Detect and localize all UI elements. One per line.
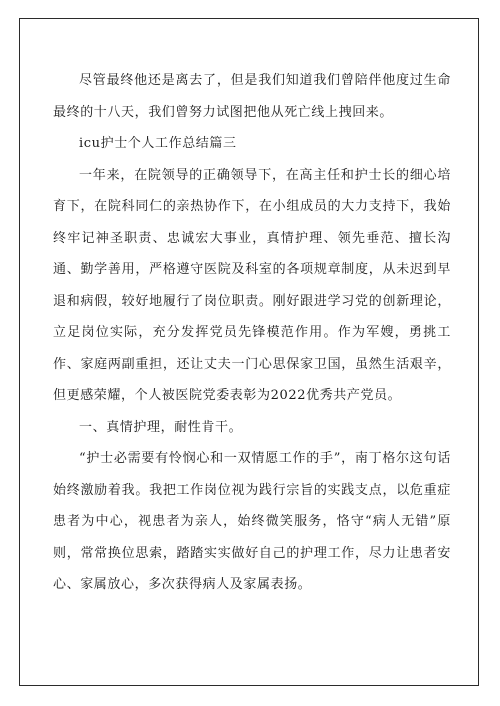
subheading-sincere-care: 一、真情护理，耐性肯干。: [79, 419, 243, 435]
paragraph-nightingale-quote: “护士必需要有怜悯心和一双情愿工作的手”，南丁格尔这句话始终激励着我。我把工作岗位视为践行宗旨的实践支点，以危重症患者为中心，视患者为亲人，始终微笑服务，恪守“病人无错”原则，常常换位思索，踏踏实实做好自己的护理工作，尽力让患者安心、家属放心，多次获得病人及家属表扬。: [53, 451, 451, 592]
paragraph-closing-story: 尽管最终他还是离去了，但是我们知道我们曾陪伴他度过生命最终的十八天，我们曾努力试图把他从死亡线上拽回来。: [53, 73, 451, 120]
section-heading-part-three: icu护士个人工作总结篇三: [79, 136, 237, 151]
document-body: [53, 65, 451, 601]
paragraph-year-summary: 一年来，在院领导的正确领导下，在高主任和护士长的细心培育下，在院科同仁的亲热协作下，在小组成员的大力支持下，我始终牢记神圣职责、忠诚宏大事业，真情护理、领先垂范、擅长沟通、勤学善用，严格遵守医院及科室的各项规章制度，从未迟到早退和病假，较好地履行了岗位职责。刚好跟进学习党的创新理论，立足岗位实际，充分发挥党员先锋模范作用。作为军嫂，勇挑工作、家庭两副重担，还让丈夫一门心思保家卫国，虽然生活艰辛，但更感荣耀，个人被医院党委表彰为2022优秀共产党员。: [53, 167, 451, 403]
